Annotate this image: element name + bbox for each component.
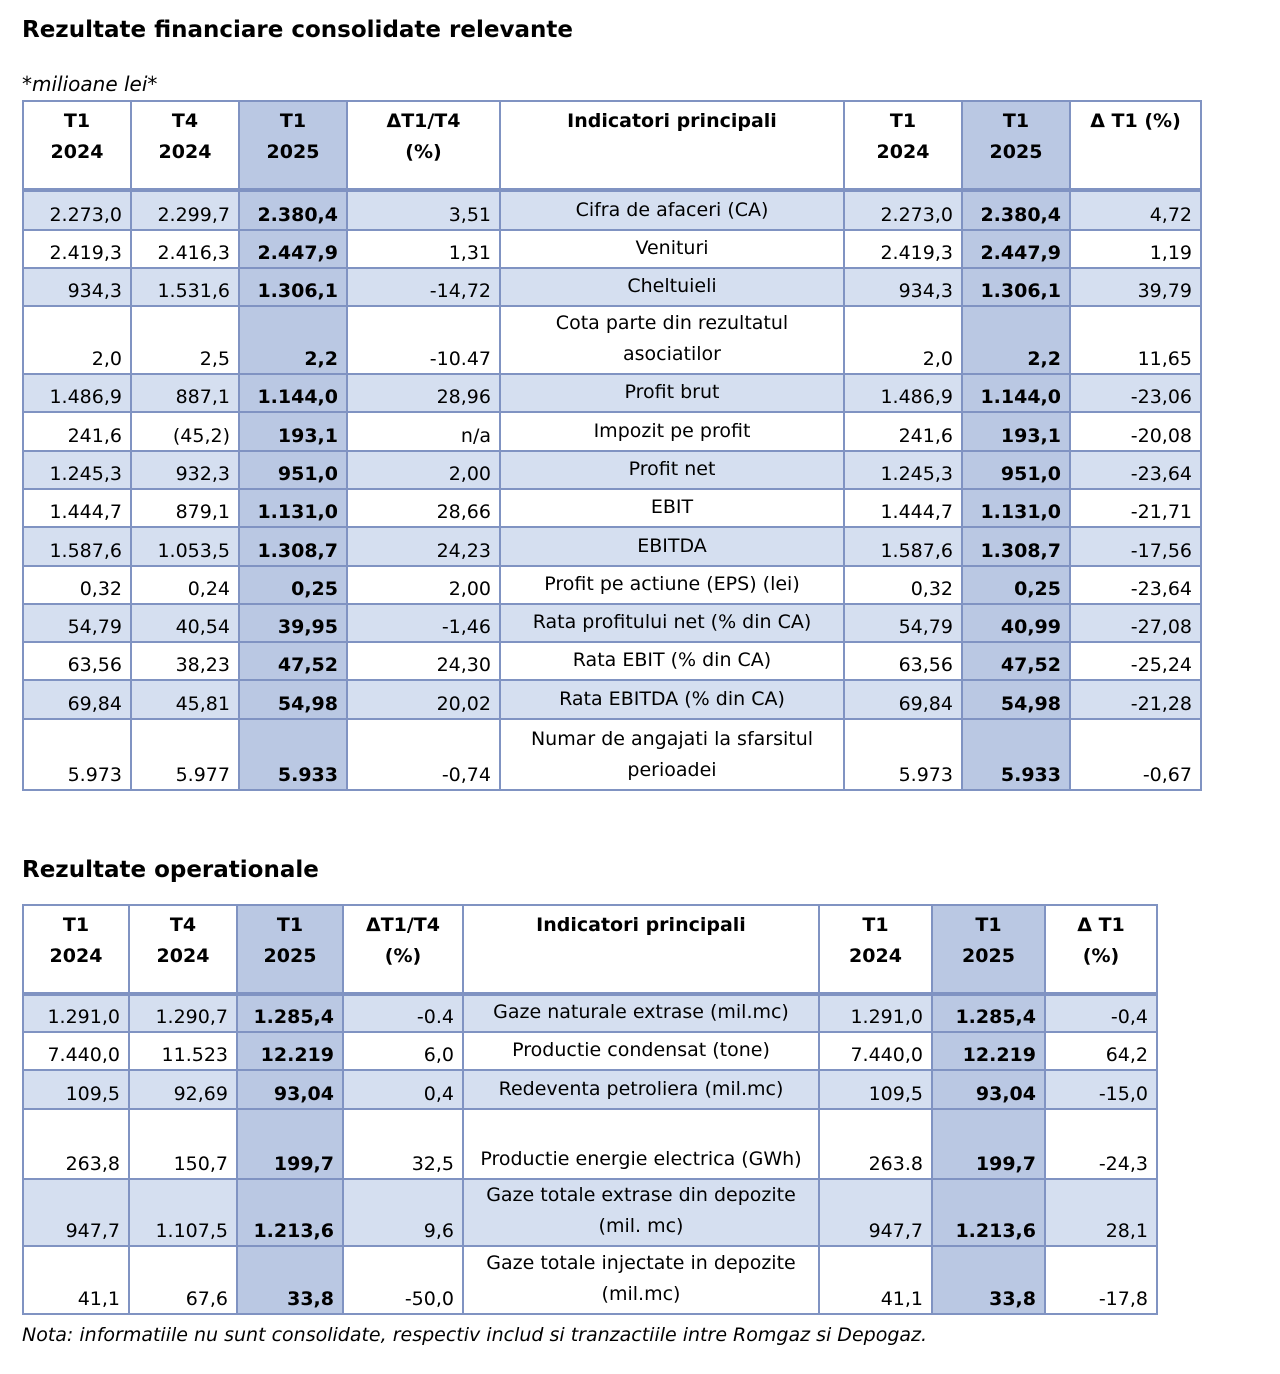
table-row — [23, 680, 1201, 719]
value-q4-2024: 2,5 — [131, 306, 239, 374]
value-q1-2025: 1.306,1 — [239, 268, 347, 306]
col-header-delta-y: Δ T1 (%) — [1070, 101, 1201, 190]
value-q1-2024-b: 263.8 — [819, 1109, 932, 1179]
table-row — [23, 190, 1201, 230]
value-q1-2025: 1.213,6 — [237, 1179, 343, 1246]
value-q1-2025-b: 1.213,6 — [932, 1179, 1045, 1246]
value-q1-2024: 54,79 — [23, 604, 131, 642]
value-delta-q: -10.47 — [347, 306, 500, 374]
col-header-delta-q: ΔT1/T4 (%) — [347, 101, 500, 190]
value-delta-y: -21,71 — [1070, 489, 1201, 527]
table-row — [23, 489, 1201, 527]
value-q1-2024: 1.245,3 — [23, 451, 131, 489]
col-header-q4-2024: T4 2024 — [129, 905, 237, 994]
col-header-indicator: Indicatori principali — [500, 101, 844, 190]
value-q4-2024: 2.416,3 — [131, 230, 239, 268]
value-delta-q: 9,6 — [343, 1179, 463, 1246]
value-q1-2025-b: 1.131,0 — [962, 489, 1070, 527]
value-delta-y: -20,08 — [1070, 412, 1201, 451]
value-q1-2024-b: 1.587,6 — [844, 527, 962, 566]
indicator-name: EBIT — [500, 489, 844, 527]
value-q4-2024: 150,7 — [129, 1109, 237, 1179]
value-q1-2025: 1.131,0 — [239, 489, 347, 527]
value-delta-q: 28,96 — [347, 374, 500, 412]
value-q1-2025-b: 2.380,4 — [962, 190, 1070, 230]
table-row — [23, 994, 1157, 1032]
value-q1-2024: 7.440,0 — [23, 1032, 129, 1070]
value-delta-q: -1,46 — [347, 604, 500, 642]
value-q1-2024: 109,5 — [23, 1070, 129, 1109]
value-q1-2025: 54,98 — [239, 680, 347, 719]
indicator-name: Numar de angajati la sfarsitul perioadei — [500, 719, 844, 790]
value-q1-2024-b: 934,3 — [844, 268, 962, 306]
value-q1-2025: 12.219 — [237, 1032, 343, 1070]
value-q4-2024: 38,23 — [131, 642, 239, 680]
indicator-name: Profit pe actiune (EPS) (lei) — [500, 566, 844, 604]
value-delta-y: -0,67 — [1070, 719, 1201, 790]
col-header-q1-2025: T1 2025 — [237, 905, 343, 994]
value-delta-q: 6,0 — [343, 1032, 463, 1070]
value-q1-2025-b: 5.933 — [962, 719, 1070, 790]
value-q1-2025-b: 47,52 — [962, 642, 1070, 680]
value-q4-2024: 932,3 — [131, 451, 239, 489]
value-q4-2024: (45,2) — [131, 412, 239, 451]
col-header-q4-2024: T4 2024 — [131, 101, 239, 190]
value-q1-2024-b: 41,1 — [819, 1246, 932, 1314]
indicator-name: EBITDA — [500, 527, 844, 566]
value-q1-2024: 1.587,6 — [23, 527, 131, 566]
value-q1-2024-b: 0,32 — [844, 566, 962, 604]
col-header-q1-2024-b: T1 2024 — [819, 905, 932, 994]
col-header-q1-2024-b: T1 2024 — [844, 101, 962, 190]
value-delta-q: 2,00 — [347, 566, 500, 604]
value-delta-y: -24,3 — [1045, 1109, 1157, 1179]
table-row — [23, 268, 1201, 306]
col-header-q1-2024: T1 2024 — [23, 905, 129, 994]
col-header-delta-q: ΔT1/T4 (%) — [343, 905, 463, 994]
indicator-name: Rata EBITDA (% din CA) — [500, 680, 844, 719]
value-delta-q: 20,02 — [347, 680, 500, 719]
value-q1-2024: 63,56 — [23, 642, 131, 680]
value-delta-y: -15,0 — [1045, 1070, 1157, 1109]
value-delta-q: -0.4 — [343, 994, 463, 1032]
value-delta-y: -17,56 — [1070, 527, 1201, 566]
value-q1-2025: 2,2 — [239, 306, 347, 374]
value-q1-2024-b: 2,0 — [844, 306, 962, 374]
operational-section-title: Rezultate operationale — [22, 857, 319, 883]
col-header-q1-2025: T1 2025 — [239, 101, 347, 190]
value-delta-y: -21,28 — [1070, 680, 1201, 719]
value-q1-2025: 33,8 — [237, 1246, 343, 1314]
value-delta-q: 1,31 — [347, 230, 500, 268]
value-q1-2024-b: 947,7 — [819, 1179, 932, 1246]
value-q1-2024: 934,3 — [23, 268, 131, 306]
table-row — [23, 306, 1201, 374]
value-q1-2025-b: 2,2 — [962, 306, 1070, 374]
value-delta-y: 11,65 — [1070, 306, 1201, 374]
value-q4-2024: 1.531,6 — [131, 268, 239, 306]
value-delta-y: 1,19 — [1070, 230, 1201, 268]
value-q1-2024-b: 2.419,3 — [844, 230, 962, 268]
indicator-name: Profit brut — [500, 374, 844, 412]
value-q1-2024-b: 63,56 — [844, 642, 962, 680]
value-q1-2025-b: 12.219 — [932, 1032, 1045, 1070]
indicator-name: Cheltuieli — [500, 268, 844, 306]
value-delta-y: -0,4 — [1045, 994, 1157, 1032]
value-q1-2025: 193,1 — [239, 412, 347, 451]
value-q1-2025-b: 199,7 — [932, 1109, 1045, 1179]
value-delta-y: -25,24 — [1070, 642, 1201, 680]
value-q1-2024-b: 1.245,3 — [844, 451, 962, 489]
value-delta-q: -0,74 — [347, 719, 500, 790]
value-q1-2024-b: 7.440,0 — [819, 1032, 932, 1070]
value-q1-2024: 2,0 — [23, 306, 131, 374]
value-q1-2024: 263,8 — [23, 1109, 129, 1179]
col-header-q1-2024: T1 2024 — [23, 101, 131, 190]
value-q1-2025-b: 2.447,9 — [962, 230, 1070, 268]
value-q1-2024: 2.419,3 — [23, 230, 131, 268]
value-q1-2025: 5.933 — [239, 719, 347, 790]
table-row — [23, 527, 1201, 566]
col-header-q1-2025-b: T1 2025 — [962, 101, 1070, 190]
value-q4-2024: 11.523 — [129, 1032, 237, 1070]
value-delta-y: -23,06 — [1070, 374, 1201, 412]
value-q1-2025-b: 54,98 — [962, 680, 1070, 719]
unit-label: *milioane lei* — [22, 72, 158, 96]
table-row — [23, 1070, 1157, 1109]
value-delta-y: 64,2 — [1045, 1032, 1157, 1070]
value-q1-2025-b: 1.144,0 — [962, 374, 1070, 412]
value-q1-2024: 947,7 — [23, 1179, 129, 1246]
value-q1-2024-b: 109,5 — [819, 1070, 932, 1109]
col-header-q1-2025-b: T1 2025 — [932, 905, 1045, 994]
col-header-indicator: Indicatori principali — [463, 905, 819, 994]
value-q4-2024: 40,54 — [131, 604, 239, 642]
value-delta-y: 28,1 — [1045, 1179, 1157, 1246]
value-q4-2024: 879,1 — [131, 489, 239, 527]
value-delta-q: -50,0 — [343, 1246, 463, 1314]
value-delta-q: 24,30 — [347, 642, 500, 680]
table-row — [23, 1109, 1157, 1179]
value-delta-q: 0,4 — [343, 1070, 463, 1109]
value-q1-2025-b: 1.306,1 — [962, 268, 1070, 306]
value-q1-2025: 47,52 — [239, 642, 347, 680]
value-q1-2025: 2.447,9 — [239, 230, 347, 268]
value-delta-y: 4,72 — [1070, 190, 1201, 230]
value-q1-2024-b: 1.486,9 — [844, 374, 962, 412]
value-q4-2024: 1.053,5 — [131, 527, 239, 566]
value-q1-2024-b: 5.973 — [844, 719, 962, 790]
table-row — [23, 230, 1201, 268]
value-q1-2025: 1.144,0 — [239, 374, 347, 412]
table-row — [23, 374, 1201, 412]
indicator-name: Redeventa petroliera (mil.mc) — [463, 1070, 819, 1109]
value-q1-2024: 2.273,0 — [23, 190, 131, 230]
value-q1-2025: 951,0 — [239, 451, 347, 489]
table-row — [23, 719, 1201, 790]
value-q1-2024-b: 241,6 — [844, 412, 962, 451]
value-q1-2024-b: 1.444,7 — [844, 489, 962, 527]
indicator-name: Impozit pe profit — [500, 412, 844, 451]
value-q1-2025: 1.308,7 — [239, 527, 347, 566]
value-q1-2025: 93,04 — [237, 1070, 343, 1109]
value-q1-2024: 1.291,0 — [23, 994, 129, 1032]
value-q1-2025-b: 0,25 — [962, 566, 1070, 604]
value-q4-2024: 45,81 — [131, 680, 239, 719]
value-q1-2024: 0,32 — [23, 566, 131, 604]
table-row — [23, 1032, 1157, 1070]
table-row — [23, 1179, 1157, 1246]
indicator-name: Productie condensat (tone) — [463, 1032, 819, 1070]
value-delta-q: 3,51 — [347, 190, 500, 230]
value-q1-2025-b: 1.308,7 — [962, 527, 1070, 566]
indicator-name: Productie energie electrica (GWh) — [463, 1109, 819, 1179]
indicator-name: Rata profitului net (% din CA) — [500, 604, 844, 642]
value-q4-2024: 0,24 — [131, 566, 239, 604]
value-delta-y: -17,8 — [1045, 1246, 1157, 1314]
table-row — [23, 642, 1201, 680]
value-q1-2024-b: 69,84 — [844, 680, 962, 719]
value-q1-2025: 2.380,4 — [239, 190, 347, 230]
table-row — [23, 412, 1201, 451]
value-q1-2025-b: 193,1 — [962, 412, 1070, 451]
value-q4-2024: 2.299,7 — [131, 190, 239, 230]
indicator-name: Gaze totale extrase din depozite (mil. mc) — [463, 1179, 819, 1246]
value-delta-q: 24,23 — [347, 527, 500, 566]
value-delta-q: 32,5 — [343, 1109, 463, 1179]
value-q4-2024: 67,6 — [129, 1246, 237, 1314]
value-delta-y: -27,08 — [1070, 604, 1201, 642]
value-q1-2024: 241,6 — [23, 412, 131, 451]
value-q1-2025-b: 40,99 — [962, 604, 1070, 642]
indicator-name: Cifra de afaceri (CA) — [500, 190, 844, 230]
table-row — [23, 1246, 1157, 1314]
table-row — [23, 566, 1201, 604]
operational-results-table — [22, 904, 1158, 1315]
value-delta-q: n/a — [347, 412, 500, 451]
footnote: Nota: informatiile nu sunt consolidate, respectiv includ si tranzactiile intre Romgaz si Depogaz. — [22, 1324, 928, 1346]
value-q1-2024: 41,1 — [23, 1246, 129, 1314]
indicator-name: Profit net — [500, 451, 844, 489]
value-q1-2025-b: 1.285,4 — [932, 994, 1045, 1032]
value-q1-2025: 1.285,4 — [237, 994, 343, 1032]
indicator-name: Gaze naturale extrase (mil.mc) — [463, 994, 819, 1032]
value-q1-2024-b: 54,79 — [844, 604, 962, 642]
value-q1-2024: 1.444,7 — [23, 489, 131, 527]
value-q1-2024: 69,84 — [23, 680, 131, 719]
value-delta-q: -14,72 — [347, 268, 500, 306]
value-delta-y: -23,64 — [1070, 566, 1201, 604]
value-q1-2024: 1.486,9 — [23, 374, 131, 412]
financial-section-title: Rezultate financiare consolidate relevante — [22, 17, 573, 43]
value-q4-2024: 1.107,5 — [129, 1179, 237, 1246]
value-q1-2025: 39,95 — [239, 604, 347, 642]
value-q4-2024: 1.290,7 — [129, 994, 237, 1032]
indicator-name: Venituri — [500, 230, 844, 268]
value-q1-2024-b: 2.273,0 — [844, 190, 962, 230]
indicator-name: Cota parte din rezultatul asociatilor — [500, 306, 844, 374]
value-q1-2025-b: 951,0 — [962, 451, 1070, 489]
table-row — [23, 604, 1201, 642]
col-header-delta-y: Δ T1 (%) — [1045, 905, 1157, 994]
value-q1-2025: 199,7 — [237, 1109, 343, 1179]
value-q1-2024: 5.973 — [23, 719, 131, 790]
value-q1-2024-b: 1.291,0 — [819, 994, 932, 1032]
value-q4-2024: 5.977 — [131, 719, 239, 790]
value-delta-y: 39,79 — [1070, 268, 1201, 306]
value-delta-y: -23,64 — [1070, 451, 1201, 489]
value-q1-2025-b: 93,04 — [932, 1070, 1045, 1109]
value-delta-q: 2,00 — [347, 451, 500, 489]
value-q1-2025-b: 33,8 — [932, 1246, 1045, 1314]
value-q4-2024: 92,69 — [129, 1070, 237, 1109]
value-q1-2025: 0,25 — [239, 566, 347, 604]
financial-results-table — [22, 100, 1202, 791]
value-delta-q: 28,66 — [347, 489, 500, 527]
table-row — [23, 451, 1201, 489]
indicator-name: Rata EBIT (% din CA) — [500, 642, 844, 680]
value-q4-2024: 887,1 — [131, 374, 239, 412]
indicator-name: Gaze totale injectate in depozite (mil.mc) — [463, 1246, 819, 1314]
